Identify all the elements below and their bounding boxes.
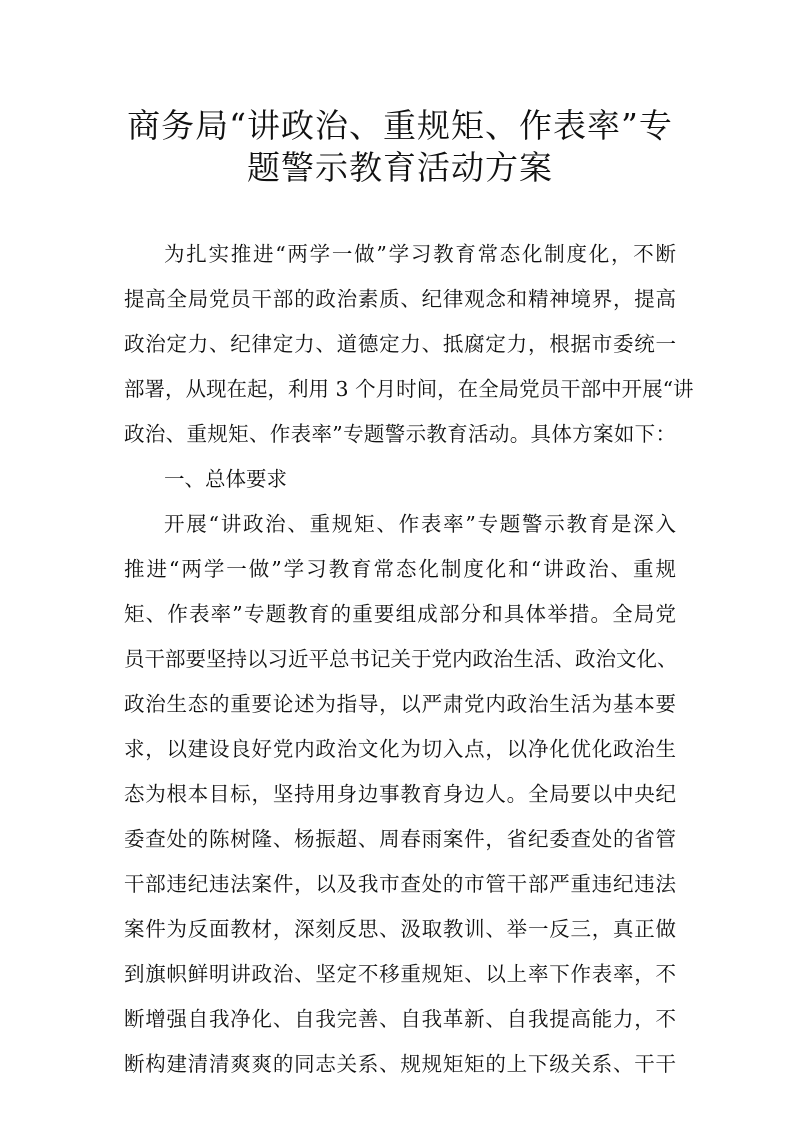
body-text-line: 态为根本目标，坚持用身边事教育身边人。全局要以中央纪 [124,782,676,806]
body-text-line: 政治、重规矩、作表率”专题警示教育活动。具体方案如下： [124,422,676,446]
body-text-line: 政治定力、纪律定力、道德定力、抵腐定力，根据市委统一 [124,332,676,356]
body-text-line: 委查处的陈树隆、杨振超、周春雨案件，省纪委查处的省管 [124,827,676,851]
body-text-line: 求，以建设良好党内政治文化为切入点，以净化优化政治生 [124,737,676,761]
body-text-line: 员干部要坚持以习近平总书记关于党内政治生活、政治文化、 [124,647,678,671]
body-text-line: 到旗帜鲜明讲政治、坚定不移重规矩、以上率下作表率，不 [124,962,676,986]
body-text-line: 部署，从现在起，利用 3 个月时间，在全局党员干部中开展“讲 [124,377,694,401]
body-text-line: 断构建清清爽爽的同志关系、规规矩矩的上下级关系、干干 [124,1052,676,1076]
body-text-line: 干部违纪违法案件，以及我市查处的市管干部严重违纪违法 [124,872,676,896]
body-text-line: 为扎实推进“两学一做”学习教育常态化制度化，不断 [164,242,676,266]
document-title-line-2: 题警示教育活动方案 [247,148,553,187]
body-text-line: 推进“两学一做”学习教育常态化制度化和“讲政治、重规 [124,557,676,581]
section-heading: 一、总体要求 [164,467,287,491]
body-text-line: 政治生态的重要论述为指导，以严肃党内政治生活为基本要 [124,692,676,716]
document-title-line-1: 商务局“讲政治、重规矩、作表率”专 [127,106,673,145]
body-text-line: 提高全局党员干部的政治素质、纪律观念和精神境界，提高 [124,287,676,311]
body-text-line: 案件为反面教材，深刻反思、汲取教训、举一反三，真正做 [124,917,676,941]
body-text-line: 开展“讲政治、重规矩、作表率”专题警示教育是深入 [164,512,676,536]
body-text-line: 矩、作表率”专题教育的重要组成部分和具体举措。全局党 [124,602,676,626]
body-text-line: 断增强自我净化、自我完善、自我革新、自我提高能力，不 [124,1007,676,1031]
